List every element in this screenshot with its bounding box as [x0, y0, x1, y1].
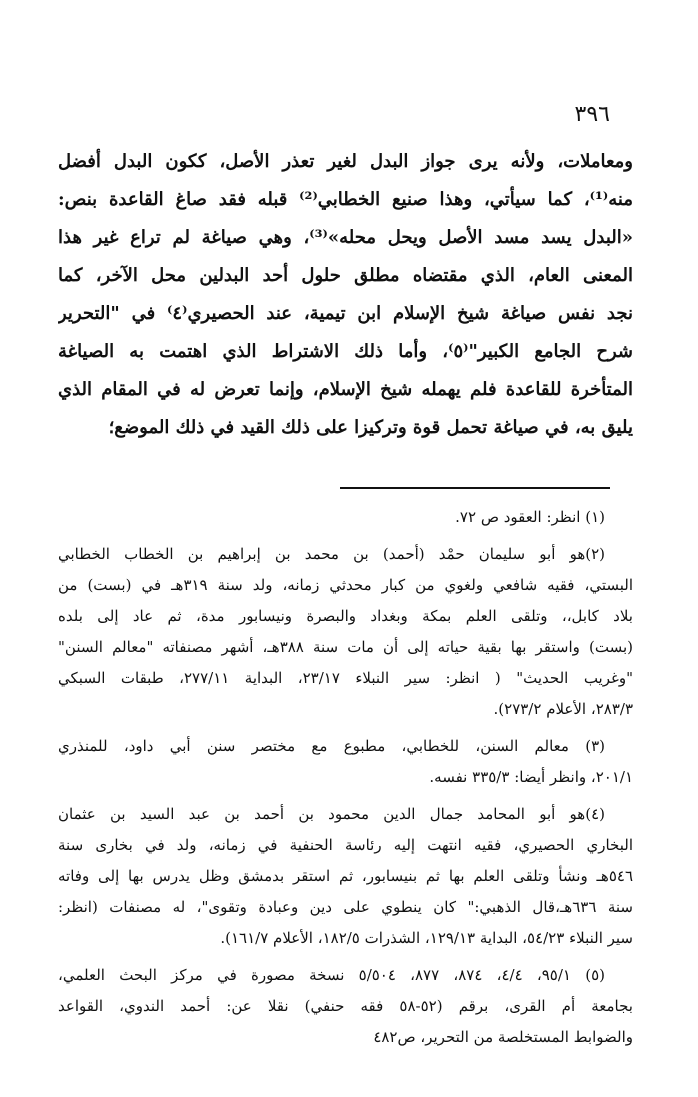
footnote-5 [58, 960, 633, 1053]
body-line: ومعاملات، ولأنه يرى جواز البدل لغير تعذر الأصل، ككون البدل أفضل [58, 151, 633, 172]
body-line: المعنى العام، الذي مقتضاه مطلق حلول أحد البدلين محل الآخر، كما [58, 265, 633, 286]
footnote-line: البستي، فقيه شافعي ولغوي من كبار محدثي زمانه، ولد سنة ٣١٩هـ في (بست) من [58, 576, 633, 594]
body-line: يليق به، في صياغة تحمل قوة وتركيزا على ذلك القيد في ذلك الموضع؛ [108, 417, 633, 438]
body-line: منه⁽¹⁾، كما سيأتي، وهذا صنيع الخطابي⁽²⁾ قبله فقد صاغ القاعدة بنص: [58, 189, 633, 210]
footnote-line: بلاد كابل،، وتلقى العلم بمكة وبغداد والبصرة ونيسابور مدة، ثم عاد إلى بلده [58, 607, 633, 625]
footnote-line: (بست) واستقر بها بقية حياته إلى أن مات سنة ٣٨٨هـ، أشهر مصنفاته "معالم السنن" [58, 638, 633, 656]
footnote-line: والضوابط المستخلصة من التحرير، ص٤٨٢ [373, 1028, 633, 1046]
footnote-line: (٣) معالم السنن، للخطابي، مطبوع مع مختصر سنن أبي داود، للمنذري [58, 737, 605, 755]
body-line: نجد نفس صياغة شيخ الإسلام ابن تيمية، عند الحصيري⁽٤⁾ في "التحرير [58, 303, 633, 324]
footnote-line: سنة ٦٣٦هـ،قال الذهبي:" كان ينطوي على دين وعبادة وتقوى"، له مصنفات (انظر: [58, 898, 633, 916]
footnote-line: البخاري الحصيري، فقيه انتهت إليه رئاسة الحنفية في زمانه، ولد في بخارى سنة [58, 836, 633, 854]
body-line: شرح الجامع الكبير"⁽٥⁾، وأما ذلك الاشتراط الذي اهتمت به الصياغة [58, 341, 633, 362]
body-line: المتأخرة للقاعدة فلم يهمله شيخ الإسلام، وإنما تعرض له في المقام الذي [58, 379, 633, 400]
footnote-line: (٢)هو أبو سليمان حمْد (أحمد) بن محمد بن إبراهيم بن الخطاب الخطابي [58, 545, 605, 563]
footnote-line: "وغريب الحديث" ( انظر: سير النبلاء ٢٣/١٧، البداية ٢٧٧/١١، طبقات السبكي [58, 669, 633, 687]
footnote-line: (١) انظر: العقود ص ٧٢. [455, 508, 605, 526]
footnote-line: ٢٨٣/٣، الأعلام ٢٧٣/٢). [493, 700, 633, 718]
footnote-2 [58, 539, 633, 725]
footnote-line: بجامعة أم القرى، برقم (٥٢-٥٨ فقه حنفي) نقلا عن: أحمد الندوي، القواعد [58, 997, 633, 1015]
footnote-line: ٥٤٦هـ ونشأ وتلقى العلم بها ثم بنيسابور، ثم استقر بدمشق وظل يدرس بها إلى وفاته [58, 867, 633, 885]
footnote-1 [58, 502, 633, 533]
footnotes-section [58, 502, 633, 1059]
main-body-text [58, 143, 633, 447]
body-line: «البدل يسد مسد الأصل ويحل محله»⁽³⁾، وهي صياغة لم تراع غير هذا [58, 227, 633, 248]
footnote-line: (٥) ٩٥/١، ٤/٤، ٨٧٤، ٨٧٧، ٥/٥٠٤ نسخة مصورة في مركز البحث العلمي، [58, 966, 605, 984]
footnote-3 [58, 731, 633, 793]
footnote-separator [340, 487, 610, 489]
page-number: ٣٩٦ [574, 102, 610, 127]
footnote-line: (٤)هو أبو المحامد جمال الدين محمود بن أحمد بن عبد السيد بن عثمان [58, 805, 605, 823]
footnote-4 [58, 799, 633, 954]
footnote-line: ٢٠١/١، وانظر أيضا: ٣٣٥/٣ نفسه. [429, 768, 633, 786]
footnote-line: سير النبلاء ٥٤/٢٣، البداية ١٢٩/١٣، الشذرات ١٨٢/٥، الأعلام ١٦١/٧). [220, 929, 633, 947]
